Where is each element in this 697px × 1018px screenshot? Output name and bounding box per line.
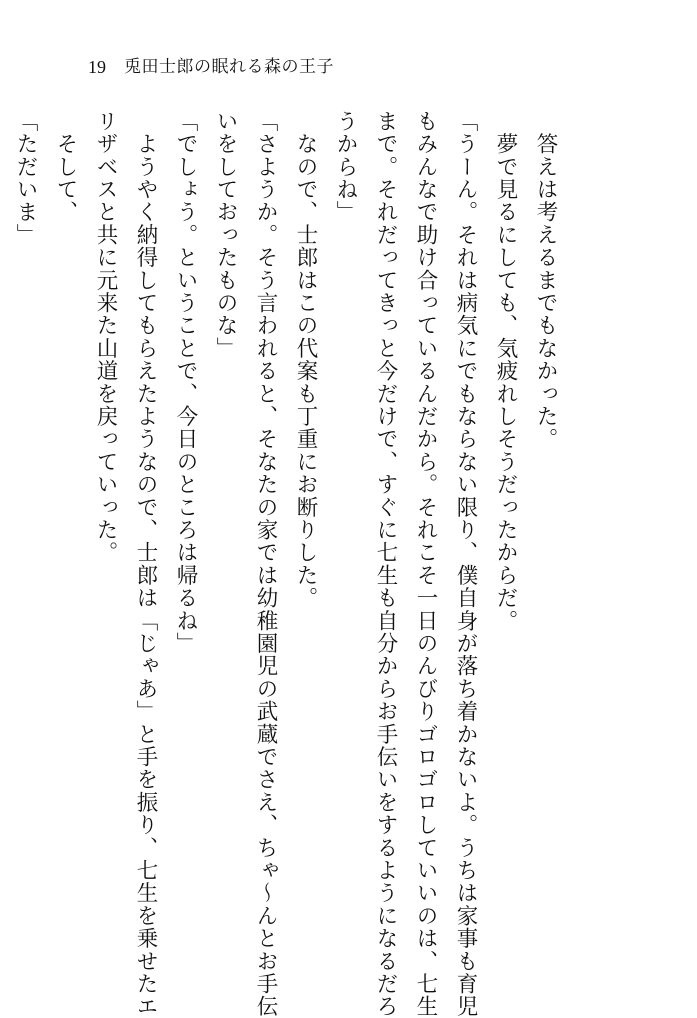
page-number: 19 (88, 57, 106, 77)
text-line: 答えは考えるまでもなかった。 (533, 110, 558, 451)
text-line: もみんなで助け合っているんだから。それこそ一日のんびりゴロゴロしていいのは、七生 (413, 110, 438, 1018)
text-line: なので、士郎はこの代案も丁重にお断りした。 (293, 110, 318, 610)
text-line: 夢で見るにしても、気疲れしそうだったからだ。 (493, 110, 518, 633)
text-line: いをしておったものな」 (213, 110, 238, 360)
text-line: ようやく納得してもらえたようなので、士郎は「じゃあ」と手を振り、七生を乗せたエ (133, 110, 158, 1018)
running-title: 兎田士郎の眠れる森の王子 (124, 56, 334, 77)
text-line: 「さようか。そう言われると、そなたの家では幼稚園児の武蔵でさえ、ちゃ～んとお手伝 (253, 110, 278, 1018)
text-line: 「ただいま」 (13, 110, 38, 247)
text-line: 「うーん。それは病気にでもならない限り、僕自身が落ち着かないよ。うちは家事も育児 (453, 110, 478, 1018)
page-header (88, 52, 334, 82)
vertical-text-body (13, 110, 565, 1018)
text-line: リザベスと共に元来た山道を戻っていった。 (93, 110, 118, 564)
text-line: まで。それだってきっと今だけで、すぐに七生も自分からお手伝いをするようになるだろ (373, 110, 398, 1018)
text-line (0, 110, 5, 975)
text-line: そして、 (53, 110, 78, 224)
text-line: 「でしょう。ということで、今日のところは帰るね」 (173, 110, 198, 655)
text-line: うからね」 (333, 110, 358, 224)
